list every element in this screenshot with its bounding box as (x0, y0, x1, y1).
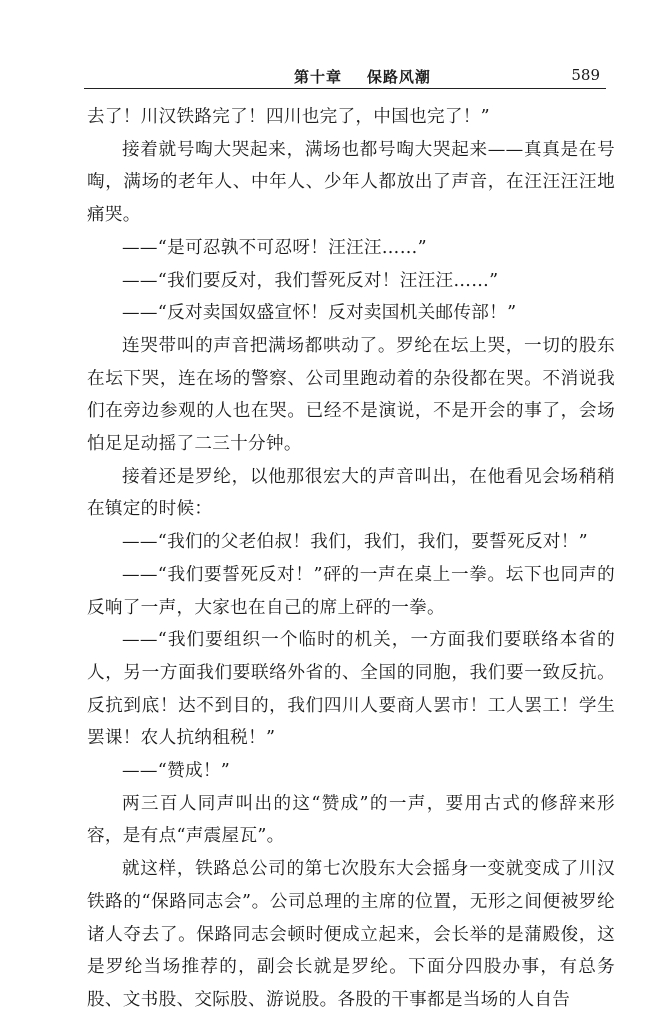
chapter-title: 第十章 保路风潮 (294, 68, 431, 86)
paragraph: ——“我们要反对，我们誓死反对！汪汪汪……” (122, 270, 499, 291)
paragraph: 两三百人同声叫出的这“赞成”的一声，要用古式的修辞来形容，是有点“声震屋瓦”。 (87, 793, 615, 847)
page-number: 589 (571, 66, 600, 84)
paragraph: 去了！川汉铁路完了！四川也完了，中国也完了！” (87, 107, 490, 127)
paragraph: 接着就号啕大哭起来，满场也都号啕大哭起来——真真是在号啕，满场的老年人、中年人、少年人都放出了声音，在汪汪汪汪地痛哭。 (87, 139, 615, 226)
paragraph: ——“是可忍孰不可忍呀！汪汪汪……” (122, 237, 427, 258)
running-header (84, 62, 606, 89)
paragraph: 连哭带叫的声音把满场都哄动了。罗纶在坛上哭，一切的股东在坛下哭，连在场的警察、公司里跑动着的杂役都在哭。不消说我们在旁边参观的人也在哭。已经不是演说，不是开会的事了，会场怕足足动摇了二三十分钟。 (87, 335, 615, 455)
paragraph: 接着还是罗纶，以他那很宏大的声音叫出，在他看见会场稍稍在镇定的时候： (87, 466, 615, 520)
paragraph: 就这样，铁路总公司的第七次股东大会摇身一变就变成了川汉铁路的“保路同志会”。公司总理的主席的位置，无形之间便被罗纶诸人夺去了。保路同志会顿时便成立起来，会长举的是蒲殿俊，这是罗纶当场推荐的，副会长就是罗纶。下面分四股办事，有总务股、文书股、交际股、游说股。各股的干事都是当场的人自告 (87, 859, 615, 1010)
paragraph: ——“我们的父老伯叔！我们，我们，我们，要誓死反对！” (122, 532, 588, 553)
body-text (87, 101, 615, 1017)
paragraph: ——“赞成！” (122, 761, 231, 782)
paragraph: ——“反对卖国奴盛宣怀！反对卖国机关邮传部！” (122, 303, 517, 324)
paragraph: ——“我们要组织一个临时的机关，一方面我们要联络本省的人，另一方面我们要联络外省的、全国的同胞，我们要一致反抗。反抗到底！达不到目的，我们四川人要商人罢市！工人罢工！学生罢课！农人抗纳租税！” (87, 630, 615, 749)
paragraph: ——“我们要誓死反对！”砰的一声在桌上一拳。坛下也同声的反响了一声，大家也在自己的席上砰的一拳。 (87, 564, 615, 618)
